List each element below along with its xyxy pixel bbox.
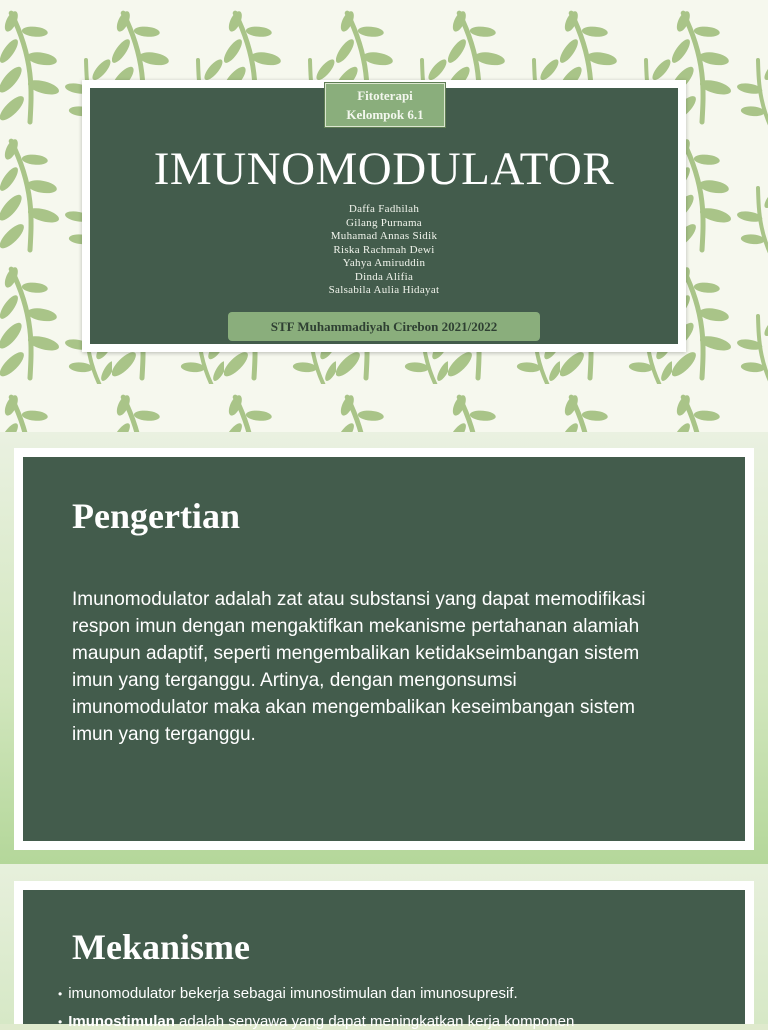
author-name: Muhamad Annas Sidik [330,230,438,242]
author-name: Salsabila Aulia Hidayat [328,284,440,296]
definition-heading: Pengertian [72,496,240,536]
bullet-text: adalah senyawa yang dapat meningkatkan kerja komponen [174,1013,575,1030]
definition-line: maupun adaptif, seperti mengembalikan ketidakseimbangan sistem [72,643,640,664]
course-name: Fitoterapi [357,88,413,103]
bullet-text: imunomodulator bekerja sebagai imunostimulan dan imunosupresif. [68,985,518,1002]
group-name: Kelompok 6.1 [346,107,424,122]
presentation-title: IMUNOMODULATOR [153,143,615,195]
definition-text [72,586,712,748]
bullet-dot: • [58,987,63,1001]
course-tag [324,82,446,128]
author-name: Yahya Amiruddin [342,257,426,269]
author-name: Daffa Fadhilah [348,203,420,215]
author-name: Riska Rachmah Dewi [333,243,435,256]
mechanism-bullet [58,1013,574,1030]
bullet-dot: • [58,1015,63,1029]
mechanism-bullet [58,985,518,1002]
author-list [0,203,768,298]
definition-line: imun yang terganggu. Artinya, dengan mengonsumsi [72,670,517,691]
author-name: Dinda Alifia [354,270,414,283]
definition-line: respon imun dengan mengaktifkan mekanisme pertahanan alamiah [72,616,640,637]
mechanism-heading: Mekanisme [72,927,250,967]
institution-label: STF Muhammadiyah Cirebon 2021/2022 [228,312,540,341]
author-name: Gilang Purnama [346,216,422,229]
bullet-term: Imunostimulan [68,1013,175,1030]
title-slide [0,0,768,432]
definition-line: imun yang terganggu. [72,724,256,745]
definition-line: imunomodulator maka akan mengembalikan keseimbangan sistem [72,697,635,718]
definition-line: Imunomodulator adalah zat atau substansi yang dapat memodifikasi [72,589,646,610]
